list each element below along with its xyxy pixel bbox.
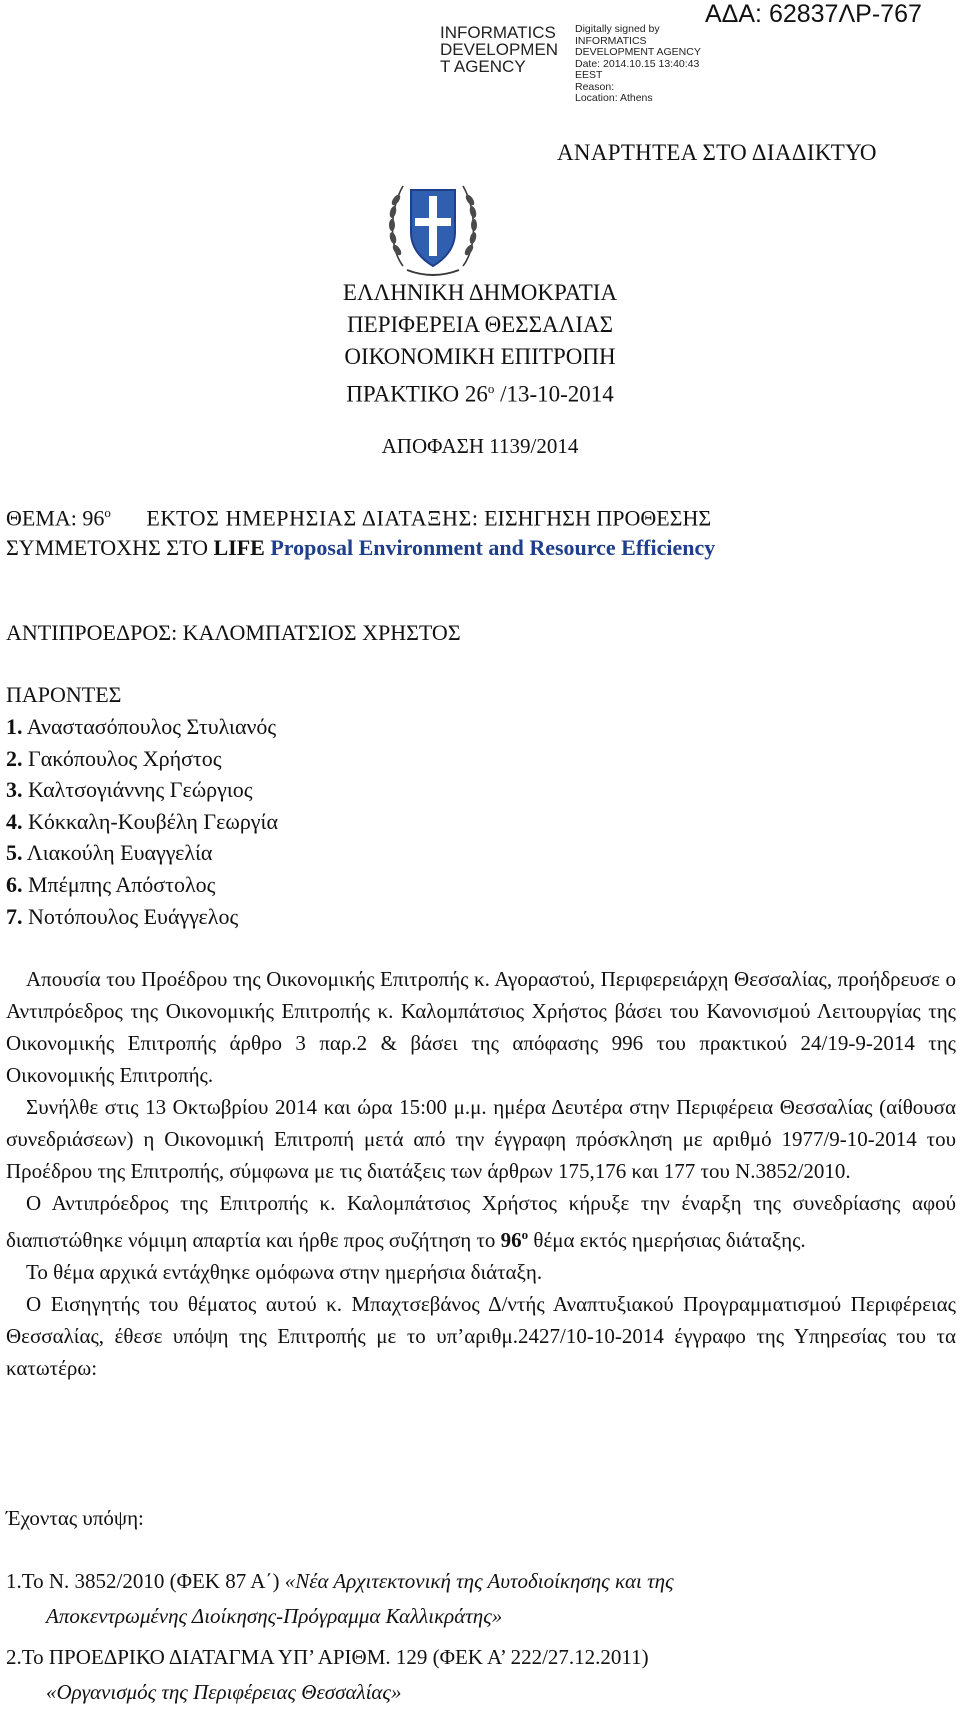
reference-item-line <box>6 1564 956 1599</box>
document-header <box>0 277 960 411</box>
signature-agency <box>440 24 558 75</box>
quorum-start: Ο Αντιπρόεδρος της Επιτροπής κ. Καλομπάτσιος Χρήστος κήρυξε την έναρξη της συνεδρίασης αφού διαπιστώθηκε νόμιμη απαρτία και ήρθε προς συζήτηση το <box>6 1191 956 1252</box>
subject-line-1 <box>6 497 711 534</box>
member-number: 5. <box>6 840 23 866</box>
quorum-sup: ο <box>521 1227 529 1242</box>
member-number: 4. <box>6 808 23 834</box>
list-item <box>6 743 278 775</box>
signature-agency-line: T AGENCY <box>440 57 526 76</box>
reference-plain: 2.Το ΠΡΟΕΔΡΙΚΟ ΔΙΑΤΑΓΜΑ ΥΠ’ ΑΡΙΘΜ. 129 (ΦΕΚ Α’ 222/27.12.2011) <box>6 1645 649 1669</box>
posted-online-label: ΑΝΑΡΤΗΤΕΑ ΣΤΟ ΔΙΑΔΙΚΤΥΟ <box>557 140 877 165</box>
reference-italic: «Νέα Αρχιτεκτονική της Αυτοδιοίκησης και της <box>284 1569 674 1593</box>
paragraph-meeting: Συνήλθε στις 13 Οκτωβρίου 2014 και ώρα 15:00 μ.μ. ημέρα Δευτέρα στην Περιφέρεια Θεσσαλίας (αίθουσα συνεδριάσεων) η Οικονομική Επιτροπή μετά από την έγγραφη πρόσκληση με αριθμό 1977/9-10-2014 του Προέδρου της Επιτροπής, σύμφωνα με τις διατάξεις των άρθρων 175,176 και 177 του Ν.3852/2010. <box>6 1095 956 1183</box>
subject-rest: ΕΚΤΟΣ ΗΜΕΡΗΣΙΑΣ ΔΙΑΤΑΞΗΣ: <box>146 505 479 531</box>
subject-sup: ο <box>104 505 111 520</box>
member-name: Γακόπουλος Χρήστος <box>22 745 222 771</box>
list-item <box>6 806 278 838</box>
list-item <box>6 869 278 901</box>
member-number: 3. <box>6 777 23 803</box>
quorum-end: θέμα εκτός ημερήσιας διάταξης. <box>528 1228 806 1252</box>
reference-item-continuation: Αποκεντρωμένης Διοίκησης-Πρόγραμμα Καλλικράτης» <box>46 1604 503 1628</box>
ada-code: ΑΔΑ: 62837ΛΡ-767 <box>705 0 922 28</box>
subject-label: ΘΕΜΑ: 96 <box>6 505 105 531</box>
header-region: ΠΕΡΙΦΕΡΕΙΑ ΘΕΣΣΑΛΙΑΣ <box>347 312 613 337</box>
signature-details <box>575 24 701 105</box>
decision-number: ΑΠΟΦΑΣΗ 1139/2014 <box>381 434 579 458</box>
body-text <box>6 963 956 1384</box>
paragraph-rapporteur: Ο Εισηγητής του θέματος αυτού κ. Μπαχτσεβάνος Δ/ντής Αναπτυξιακού Προγραμματισμού Περιφέρειας Θεσσαλίας, έθεσε υπόψη της Επιτροπής με το υπ’αριθμ.2427/10-10-2014 έγγραφο της Υπηρεσίας του τα κατωτέρω: <box>6 1292 956 1380</box>
reference-plain: 1.Το Ν. 3852/2010 (ΦΕΚ 87 Α΄) <box>6 1569 285 1593</box>
member-name: Λιακούλη Ευαγγελία <box>22 840 213 866</box>
member-number: 1. <box>6 714 23 739</box>
signature-timezone: EEST <box>575 69 603 81</box>
member-name: Αναστασόπουλος Στυλιανός <box>22 714 277 739</box>
paragraph-quorum <box>6 1187 956 1256</box>
list-item <box>6 711 278 743</box>
signature-agency-line: DEVELOPMEN <box>440 40 559 59</box>
vice-president: ΑΝΤΙΠΡΟΕΔΡΟΣ: ΚΑΛΟΜΠΑΤΣΙΟΣ ΧΡΗΣΤΟΣ <box>6 620 461 645</box>
signature-signer-line: INFORMATICS <box>575 34 647 47</box>
member-name: Κόκκαλη-Κουβέλη Γεωργία <box>22 808 278 834</box>
reference-item-2 <box>6 1640 956 1710</box>
minutes-prefix: ΠΡΑΚΤΙΚΟ 26 <box>346 381 488 407</box>
subject-line-2 <box>6 532 715 564</box>
reference-item-1 <box>6 1564 956 1634</box>
member-name: Μπέμπης Απόστολος <box>22 871 216 897</box>
subject-life: LIFE <box>213 535 265 560</box>
reference-item-line <box>6 1640 956 1675</box>
list-item <box>6 774 278 806</box>
list-item <box>6 901 278 933</box>
subject-proposal-title: Proposal Environment and Resource Efficiency <box>264 535 716 560</box>
paragraph-absence: Απουσία του Προέδρου της Οικονομικής Επιτροπής κ. Αγοραστού, Περιφερειάρχη Θεσσαλίας, προήδρευσε ο Αντιπρόεδρος της Οικονομικής Επιτροπής κ. Καλομπάτσιος Χρήστος βάσει του Κανονισμού Λειτουργίας της Οικονομικής Επιτροπής άρθρο 3 παρ.2 & βάσει της απόφασης 996 του πρακτικού 24/19-9-2014 της Οικονομικής Επιτροπής. <box>6 967 956 1087</box>
quorum-number: 96 <box>500 1228 522 1252</box>
signature-reason: Reason: <box>575 80 615 93</box>
header-minutes <box>0 373 960 411</box>
paragraph-agenda: Το θέμα αρχικά εντάχθηκε ομόφωνα στην ημερήσια διάταξη. <box>26 1260 543 1284</box>
member-number: 6. <box>6 871 23 897</box>
member-name: Καλτσογιάννης Γεώργιος <box>22 777 253 803</box>
subject-line2-start: ΣΥΜΜΕΤΟΧΗΣ ΣΤΟ <box>6 535 214 560</box>
signature-date: Date: 2014.10.15 13:40:43 <box>575 57 700 70</box>
minutes-suffix: /13-10-2014 <box>494 381 614 407</box>
signature-signed-by: Digitally signed by <box>575 23 660 35</box>
member-number: 7. <box>6 903 23 929</box>
signature-signer-line: DEVELOPMENT AGENCY <box>575 46 701 58</box>
signature-agency-line: INFORMATICS <box>440 23 556 42</box>
signature-location: Location: Athens <box>575 92 653 104</box>
header-republic: ΕΛΛΗΝΙΚΗ ΔΗΜΟΚΡΑΤΙΑ <box>342 280 618 305</box>
present-label: ΠΑΡΟΝΤΕΣ <box>6 682 122 707</box>
header-committee: ΟΙΚΟΝΟΜΙΚΗ ΕΠΙΤΡΟΠΗ <box>344 344 616 369</box>
minutes-sup: ο <box>487 381 495 396</box>
reference-item-continuation: «Οργανισμός της Περιφέρειας Θεσσαλίας» <box>46 1680 402 1704</box>
list-item <box>6 837 278 869</box>
member-number: 2. <box>6 745 23 771</box>
greek-coat-of-arms-icon <box>385 170 481 282</box>
subject-tail: ΕΙΣΗΓΗΣΗ ΠΡΟΘΕΣΗΣ <box>484 505 712 531</box>
considering-label: Έχοντας υπόψη: <box>6 1506 144 1530</box>
member-name: Νοτόπουλος Ευάγγελος <box>22 903 239 929</box>
members-list <box>6 711 278 932</box>
